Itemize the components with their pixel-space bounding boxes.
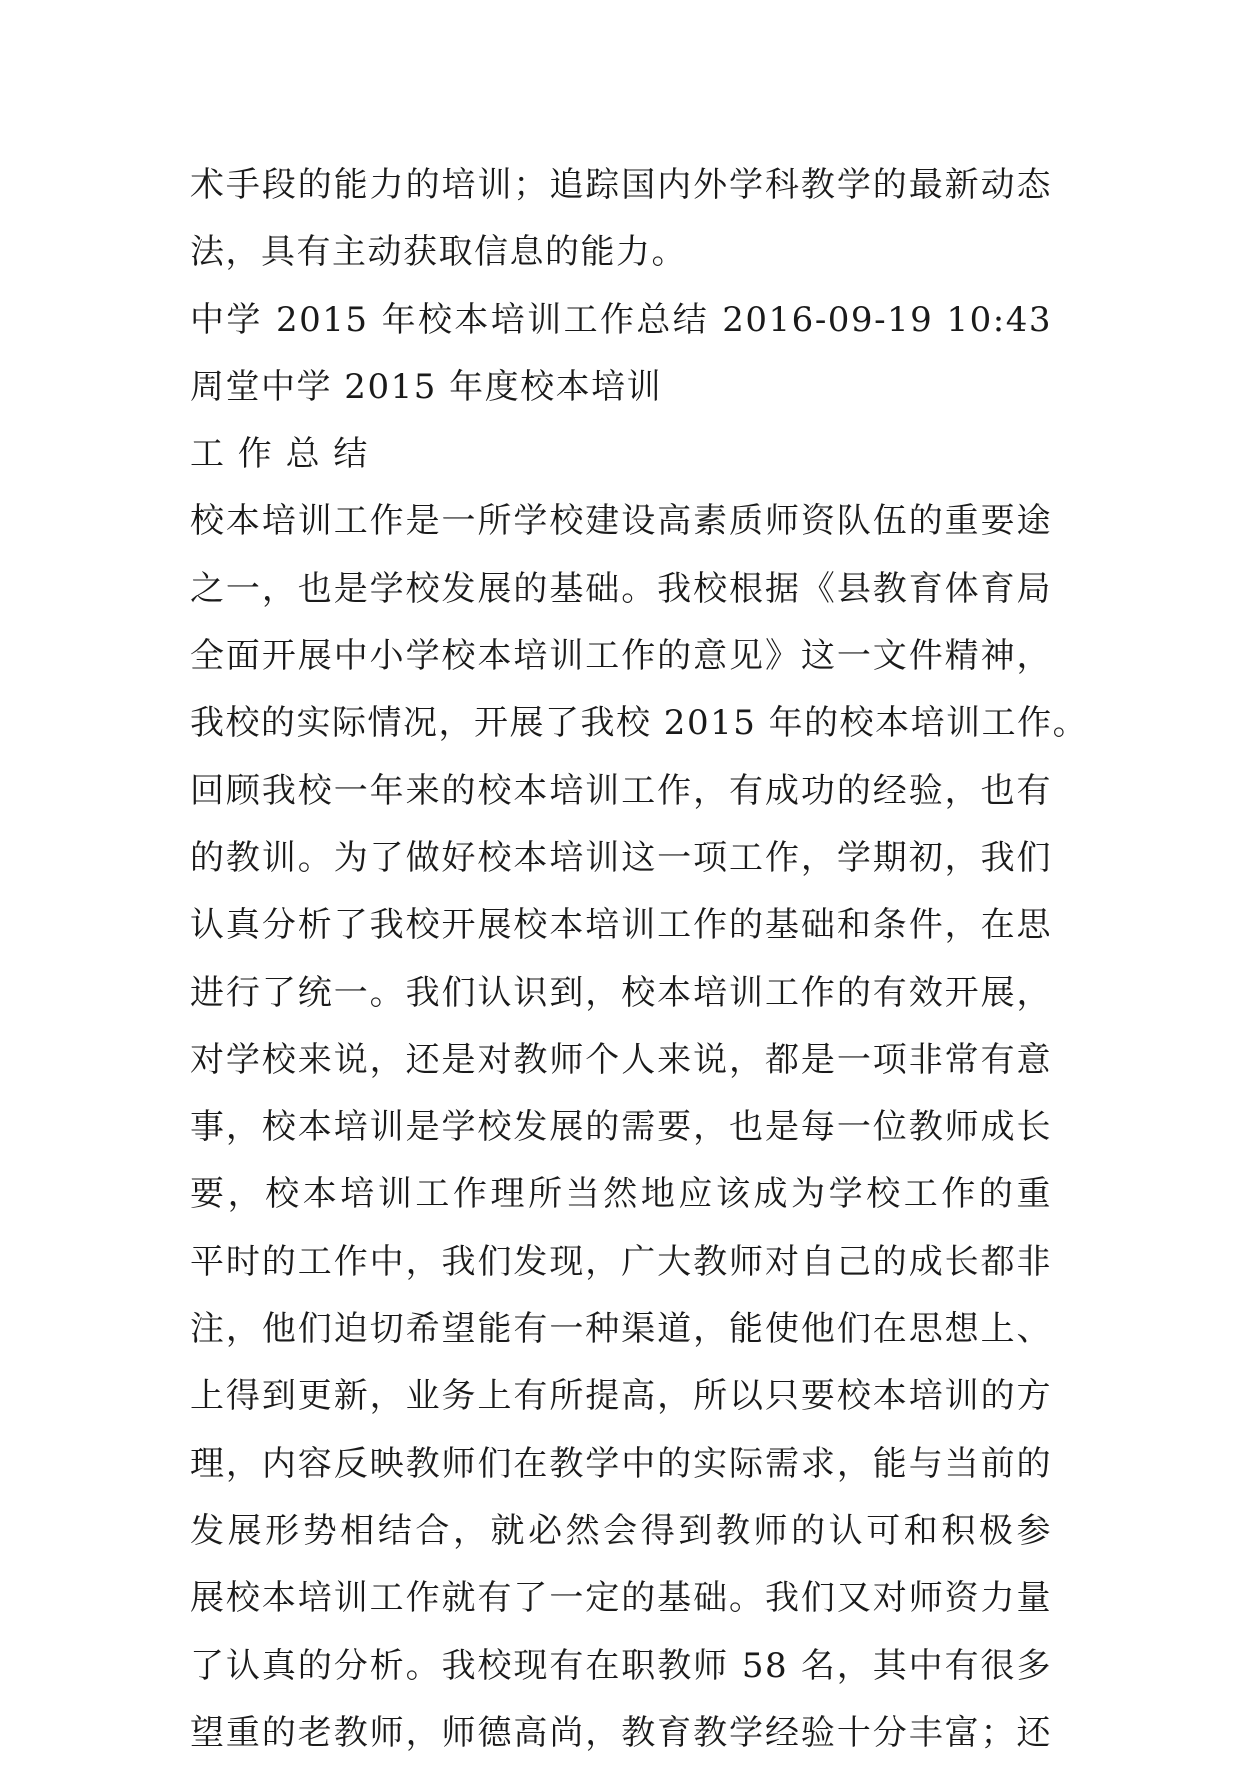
text-line: 了认真的分析。我校现有在职教师 58 名，其中有很多 (190, 1645, 1052, 1686)
document-body (190, 152, 1089, 1767)
text-line: 认真分析了我校开展校本培训工作的基础和条件，在思 (190, 905, 1052, 946)
document-title: 周堂中学 2015 年度校本培训 (190, 366, 663, 407)
text-line: 注，他们迫切希望能有一种渠道，能使他们在思想上、 (190, 1309, 1052, 1350)
text-line: 望重的老教师，师德高尚，教育教学经验十分丰富；还 (190, 1712, 1052, 1753)
text-line: 理，内容反映教师们在教学中的实际需求，能与当前的 (190, 1443, 1052, 1484)
text-line: 术手段的能力的培训；追踪国内外学科教学的最新动态 (190, 165, 1052, 205)
text-line: 校本培训工作是一所学校建设高素质师资队伍的重要途 (190, 501, 1052, 542)
text-line: 我校的实际情况，开展了我校 2015 年的校本培训工作。 (190, 703, 1089, 744)
text-line: 之一，也是学校发展的基础。我校根据《县教育体育局 (190, 568, 1052, 609)
text-line: 的教训。为了做好校本培训这一项工作，学期初，我们 (190, 837, 1052, 878)
text-line: 展校本培训工作就有了一定的基础。我们又对师资力量 (190, 1578, 1052, 1619)
text-line: 回顾我校一年来的校本培训工作，有成功的经验，也有 (190, 770, 1052, 811)
text-line: 平时的工作中，我们发现，广大教师对自己的成长都非 (190, 1241, 1052, 1282)
text-line: 要，校本培训工作理所当然地应该成为学校工作的重 (190, 1174, 1052, 1215)
text-line: 发展形势相结合，就必然会得到教师的认可和积极参 (190, 1510, 1052, 1551)
post-header-line: 中学 2015 年校本培训工作总结 2016-09-19 10:43 (190, 299, 1052, 340)
text-line: 进行了统一。我们认识到，校本培训工作的有效开展， (190, 972, 1052, 1013)
document-subtitle: 工 作 总 结 (190, 434, 369, 475)
text-line: 对学校来说，还是对教师个人来说，都是一项非常有意 (190, 1039, 1052, 1080)
text-line: 法，具有主动获取信息的能力。 (190, 232, 687, 273)
text-line: 全面开展中小学校本培训工作的意见》这一文件精神， (190, 636, 1052, 677)
text-line: 上得到更新，业务上有所提高，所以只要校本培训的方 (190, 1376, 1052, 1417)
text-line: 事，校本培训是学校发展的需要，也是每一位教师成长 (190, 1107, 1052, 1148)
